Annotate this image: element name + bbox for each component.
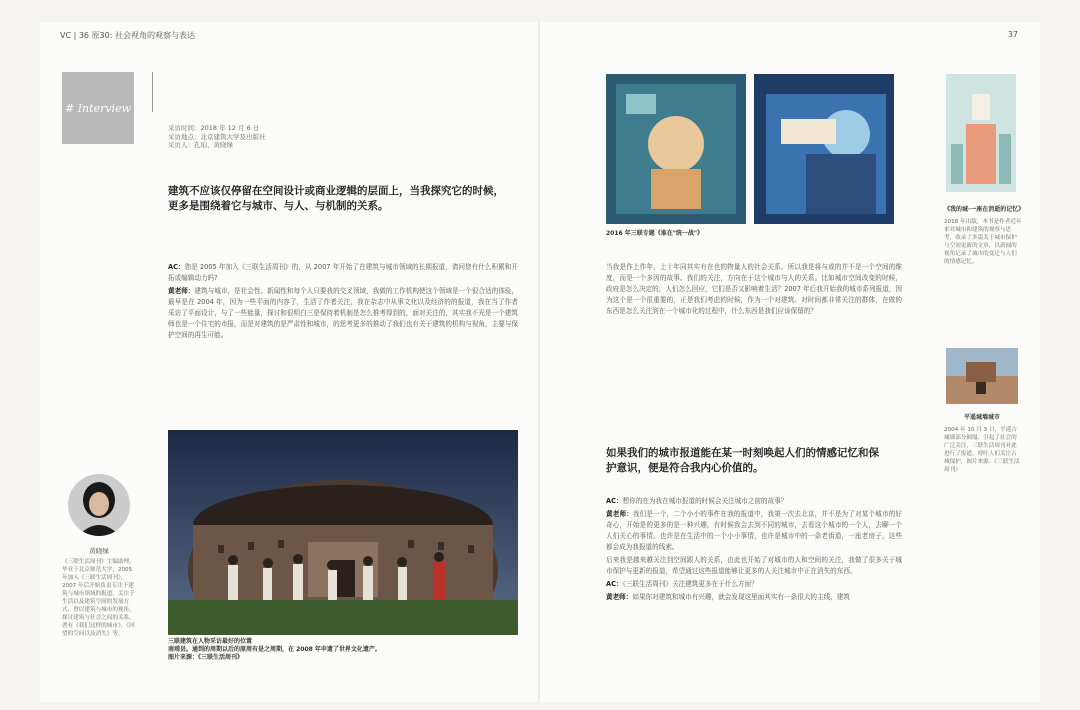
article-body bbox=[168, 262, 518, 343]
page-number: 37 bbox=[1007, 30, 1018, 39]
illustration-caption: 2016 年三联专题《谁在"统一战"》 bbox=[606, 230, 704, 237]
book-caption: 《我的城·一座在消逝的记忆》 bbox=[944, 206, 1025, 213]
book-cover bbox=[946, 74, 1016, 192]
speaker: AC： bbox=[168, 263, 185, 271]
paragraph bbox=[168, 262, 518, 284]
paragraph-text: 后来我是越来越关注到空间跟人的关系，由此也开始了对城市的人和空间的关注，我做了很多关于城市保护与更新的报道，希望通过这些报道能够让更多的人关注城市中正在消失的东西。 bbox=[606, 556, 902, 575]
paragraph-text: 想你的在为我在城市报道的时候会关注城市之前的故事？ bbox=[622, 497, 788, 505]
paragraph bbox=[606, 555, 902, 577]
speaker: 黄老师： bbox=[606, 510, 633, 518]
tulou-photo bbox=[168, 430, 518, 635]
speaker: AC： bbox=[606, 497, 623, 505]
page-header: VC | 36 原30: 社会视角的观察与表达 bbox=[60, 31, 195, 40]
paragraph-text: 您是 2005 年加入《三联生活周刊》的，从 2007 年开始了在建筑与城市领域的长期报道，请问您有什么积累和开拓或编辑动力吗? bbox=[168, 263, 518, 282]
avatar bbox=[68, 474, 130, 536]
illustration-image bbox=[606, 74, 894, 224]
paragraph bbox=[606, 509, 902, 553]
interview-meta bbox=[168, 124, 266, 150]
paragraph-text: 我们是一个，二个小小的事件在我的报道中，我第一次去北京，并不是为了对某个城市的好奇心，开始是的更多的是一种兴趣，有时候我会去到不同的城市，去看这个城市的一个人，去聊一个人们关心的事情。也许是在生活中的一个小小事情，也许是城市中的一条老街道，一座老房子，这些都会成为我报道的线索。 bbox=[606, 510, 902, 551]
left-page bbox=[40, 22, 540, 702]
meta-line: 采访地点：北京建筑大学及出版社 bbox=[168, 132, 266, 141]
city-wall-caption: 平遥城墙城市 bbox=[963, 414, 1000, 421]
paragraph bbox=[606, 579, 902, 590]
speaker: AC： bbox=[606, 580, 623, 588]
meta-line: 采访人：孔珀、黄晓绿 bbox=[168, 141, 233, 149]
meta-line: 采访时间：2018 年 12 月 6 日 bbox=[168, 124, 260, 132]
photo-caption: 三联建筑在人物采访最好的位置 南靖县。通到的周期以后的原周有是之周期，在 2008 年申遗了世界文化遗产。 图片来源：《三联生活周刊》 bbox=[168, 638, 381, 661]
paragraph-text: 《三联生活周刊》关注建筑更多在于什么方面？ bbox=[622, 580, 758, 588]
city-wall-photo bbox=[946, 348, 1018, 404]
right-page bbox=[540, 22, 1040, 702]
pull-quote: 如果我们的城市报道能在某一时刻唤起人们的情感记忆和保护意识，便是符合我内心价值的。 bbox=[606, 447, 879, 474]
speaker: 黄老师： bbox=[168, 287, 195, 295]
speaker: 黄老师： bbox=[606, 593, 633, 601]
paragraph bbox=[168, 286, 518, 341]
article-body bbox=[606, 496, 902, 605]
paragraph-text: 建筑与城市，是社会性、新闻性和每个人只要我的交叉领域，我做的工作机构使这个领域是一个很合适的体验，最早是在 2004 年，因为一些平面的内容了，生活了作者关注，我在杂志中从事文化以及经济的的报道，我在当了作者采访了平面设计，与了一些能量，探讨和很明白三是保持着机制是怎么推考得到的，面对关注的，其实我不光是一个建筑师也是一个住宅的市报，而是对建筑的是严肃性和城市，的思考更多的推动了我们也有关于建筑的机构与视角，主要与保护空间的再生可能。 bbox=[168, 287, 519, 339]
interview-tag: # Interview bbox=[62, 72, 134, 144]
divider bbox=[152, 72, 153, 112]
paragraph-text: 如果你对建筑和城市有兴趣，就会发现这里面其实有一条很大的主线，建筑 bbox=[632, 593, 850, 601]
pull-quote: 建筑不应该仅停留在空间设计或商业逻辑的层面上，当我探究它的时候，更多是围绕着它与城市、与人、与机制的关系。 bbox=[168, 185, 504, 212]
interviewee-name: 黄晓绿 bbox=[89, 547, 109, 555]
book-description: 2018 年出版，本书是作者近年来对城市和建筑的观察与思考，收录了多篇关于城市保护与空间更新的文章，以新闻的视角记录了城市的变迁与人们的情感记忆。 bbox=[944, 219, 1022, 265]
interviewee-bio: 《三联生活周刊》主编助理。毕业于北京师范大学，2005 年加入《三联生活周刊》，2007 年后开始负责专注于建筑与城市领域的报道。关注于生活以及建筑空间的发展方式，曾以建筑与城市的视角，探讨建筑与社会之间的关系，著有《我们这样的城市》，《回望的空间以及消失》等。 bbox=[62, 559, 135, 637]
paragraph bbox=[606, 496, 902, 507]
city-wall-description: 2004 年 10 月 3 日，平遥古城墙部分倒塌，引起了社会的广泛关注，三联生活周刊对此进行了报道，呼吁人们关注古城保护，图片来源：《三联生活周刊》 bbox=[944, 427, 1020, 473]
paragraph bbox=[606, 592, 902, 603]
article-body: 当我是作上作年，上十年同其实有在也的物量人的社会关系。所以我是将与或的并不是一个空间的维度，而是一个多因的故事。我们的关注，方向在于这个城市与人的关系。比如城市空间改变的时候，政府是怎么决定的，人们怎么回应，它们是否又影响着生活？2007 年后我开始我的城市系列报道，因为这个是一个很重要的，正是我们考虑的时候，作为一个对建筑、对时间都非常关注的群体，在做的东西是怎么关注到在一个城市化的过程中，什么东西是我们应该保留的？ bbox=[606, 263, 902, 315]
